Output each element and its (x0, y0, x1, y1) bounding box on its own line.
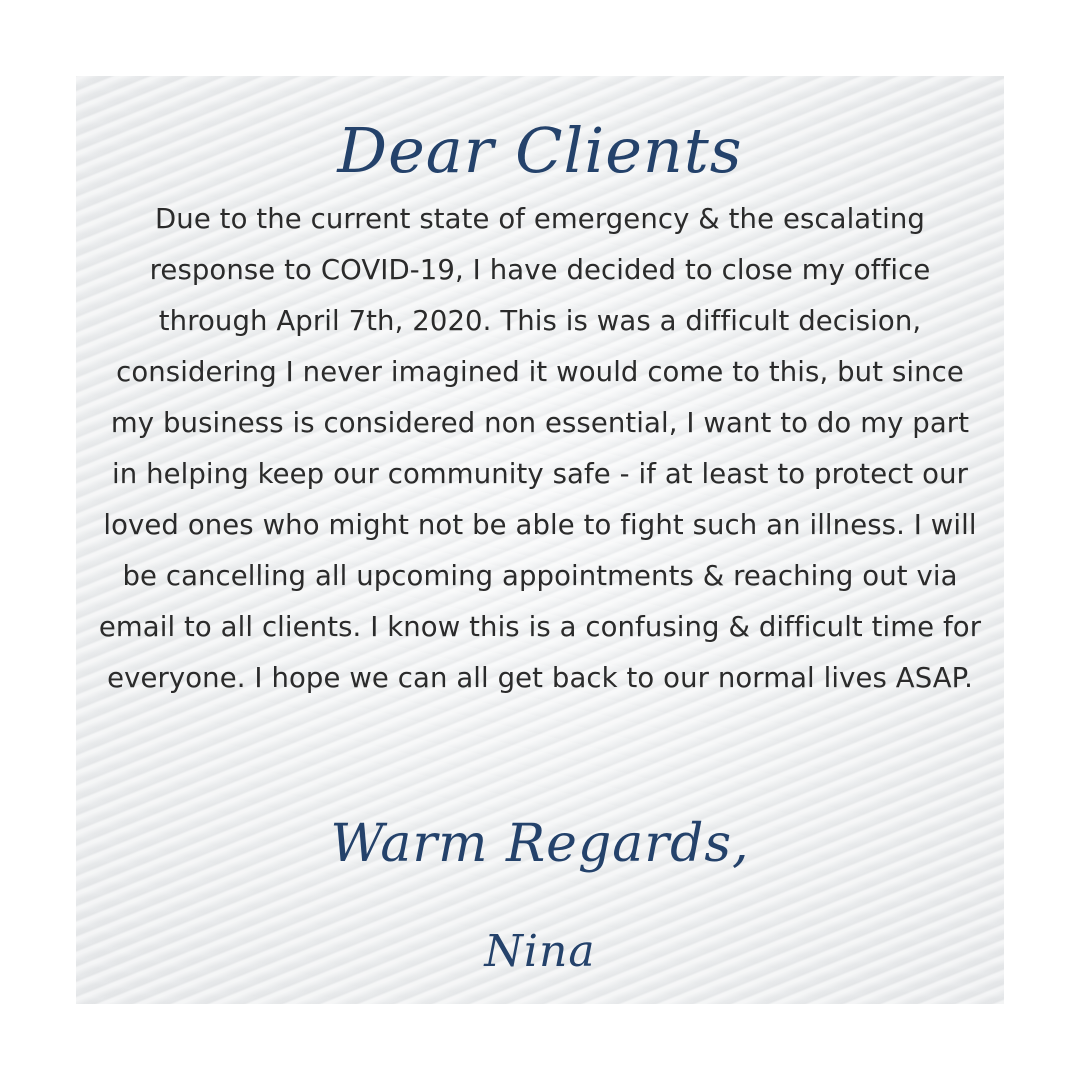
letter-body: Due to the current state of emergency & the escalating response to COVID-19, I have decided to close my office through April 7th, 2020. This is was a difficult decision, considering I never imagined it would come to this, but since my business is considered non essential, I want to do my part in helping keep our community safe - if at least to protect our loved ones who might not be able to fight such an illness. I will be cancelling all upcoming appointments & reaching out via email to all clients. I know this is a confusing & difficult time for everyone. I hope we can all get back to our normal lives ASAP. (98, 203, 982, 694)
letter-card (76, 76, 1004, 1004)
signature: Nina (484, 926, 596, 977)
greeting-heading: Dear Clients (337, 114, 743, 187)
closing-line: Warm Regards, (330, 814, 750, 874)
